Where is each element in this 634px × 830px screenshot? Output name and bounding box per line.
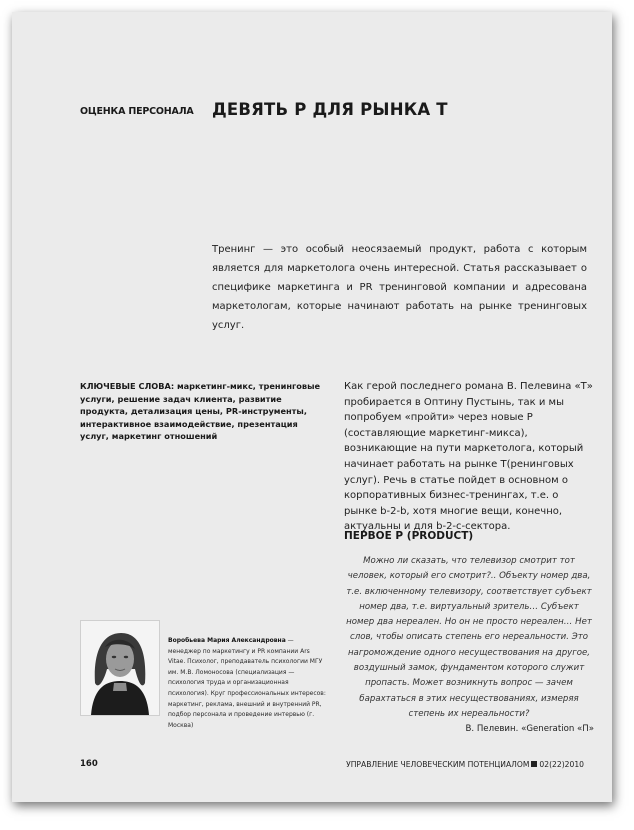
keywords-text: маркетинг-микс, тренинговые услуги, решение задач клиента, развитие продукта, детализация цены, PR-инструменты, интерактивное взаимодействие, презентация услуг, маркетинг отношений (80, 381, 321, 441)
journal-footer (346, 760, 584, 769)
keywords-block (80, 380, 325, 443)
section-heading: ПЕРВОЕ Р (PRODUCT) (344, 530, 474, 542)
author-name: Воробьева Мария Александровна (168, 637, 286, 644)
author-description: — менеджер по маркетингу и PR компании Ars Vitae. Психолог, преподаватель психологии МГУ им. М.В. Ломоносова (специализация — психология труда и организационная психология). Круг профессиональных интересов: маркетинг, реклама, внешний и внутренний PR, подбор персонала и проведение интервью (г. Москва) (168, 637, 326, 729)
author-bio (168, 636, 328, 731)
lead-paragraph: Тренинг — это особый неосязаемый продукт, работа с которым является для маркетолога очень интересной. Статья рассказывает о специфике маркетинга и PR тренинговой компании и адресована маркетологам, которые начинают работать на рынке тренинговых услуг. (212, 244, 587, 331)
epigraph-source: В. Пелевин. «Generation «П» (465, 724, 594, 735)
section-label: ОЦЕНКА ПЕРСОНАЛА (80, 106, 194, 117)
epigraph (344, 554, 594, 738)
author-photo (80, 620, 160, 716)
author-portrait-icon (81, 621, 159, 715)
journal-name: УПРАВЛЕНИЕ ЧЕЛОВЕЧЕСКИМ ПОТЕНЦИАЛОМ (346, 760, 530, 769)
epigraph-text: Можно ли сказать, что телевизор смотрит тот человек, который его смотрит?.. Объекту номер два, т.е. включенному телевизору, соответствует субъект номер два, т.е. виртуальный зритель… Субъект номер два нереален. Но он не просто нереален… Нет слов, чтобы описать степень его нереальности. Это нагромождение одного несуществования на другое, воздушный замок, фундаментом которого служит пропасть. Может возникнуть вопрос — зачем барахтаться в этих несуществованиях, измеряя степень их нереальности? (346, 556, 592, 719)
article-title: ДЕВЯТЬ Р ДЛЯ РЫНКА Т (212, 100, 448, 119)
square-bullet-icon (531, 761, 537, 767)
intro-paragraph: Как герой последнего романа В. Пелевина «Т» пробирается в Оптину Пустынь, так и мы попробуем «пройти» через новые Р (составляющие маркетинг-микса), возникающие на пути маркетолога, который начинает работать на рынке Т(ренинговых услуг). Речь в статье пойдет в основном о корпоративных бизнес-тренингах, т.е. о рынке b-2-b, хотя многие вещи, конечно, актуальны и для b-2-c-сектора. (344, 381, 593, 533)
issue-number: 02(22)2010 (539, 760, 584, 769)
keywords-label: КЛЮЧЕВЫЕ СЛОВА: (80, 381, 175, 391)
magazine-page (12, 12, 612, 802)
page-number: 160 (80, 759, 98, 769)
